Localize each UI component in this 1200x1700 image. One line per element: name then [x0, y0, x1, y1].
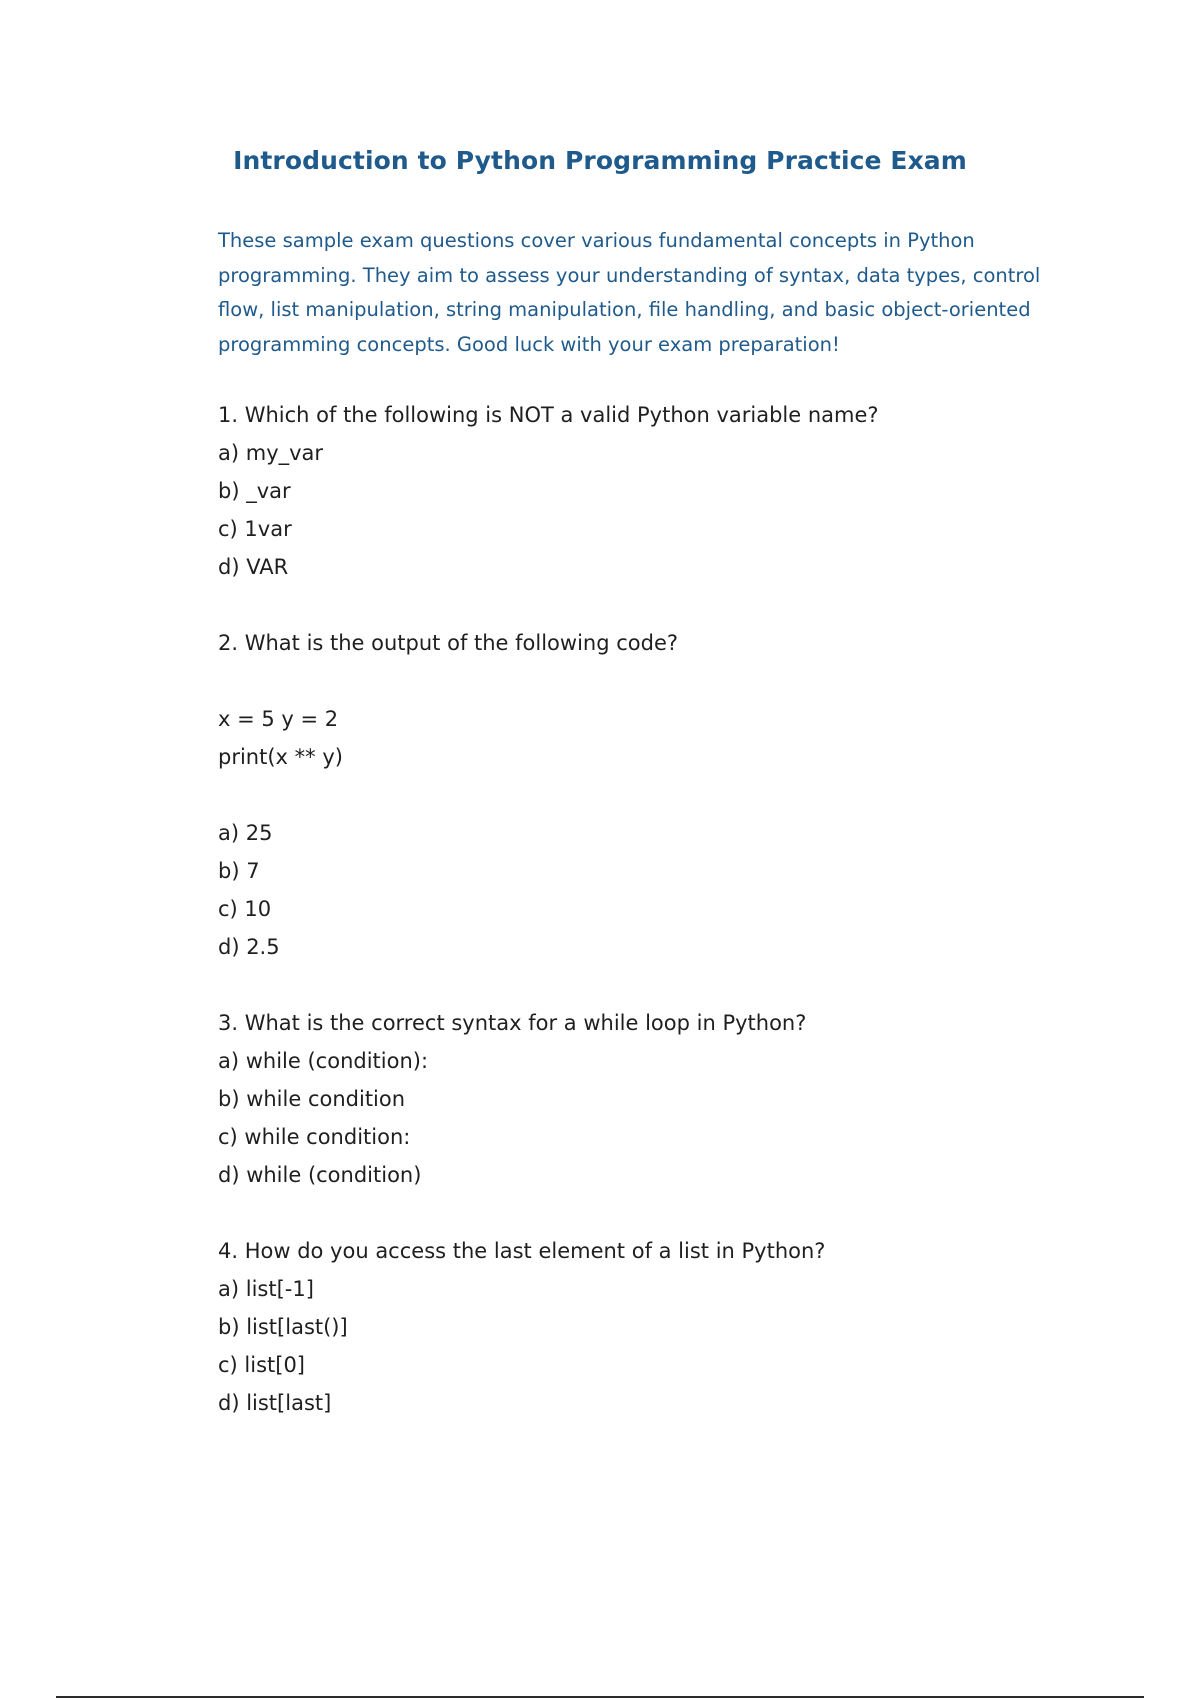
question-text: 2. What is the output of the following code?	[218, 631, 679, 655]
question-text: 1. Which of the following is NOT a valid Python variable name?	[218, 403, 879, 427]
answer-option: c) 1var	[218, 517, 292, 541]
question-2	[218, 624, 1078, 966]
answer-option: a) 25	[218, 821, 273, 845]
answer-option: d) list[last]	[218, 1391, 332, 1415]
questions-list	[218, 396, 1078, 1460]
answer-option: b) list[last()]	[218, 1315, 348, 1339]
answer-option: d) VAR	[218, 555, 289, 579]
answer-option: a) while (condition):	[218, 1049, 429, 1073]
answer-option: c) 10	[218, 897, 272, 921]
answer-option: b) while condition	[218, 1087, 406, 1111]
answer-option: b) _var	[218, 479, 291, 503]
answer-option: a) list[-1]	[218, 1277, 314, 1301]
question-4	[218, 1232, 1078, 1422]
question-3	[218, 1004, 1078, 1194]
code-line: x = 5 y = 2	[218, 707, 339, 731]
answer-option: d) 2.5	[218, 935, 280, 959]
code-line: print(x ** y)	[218, 745, 343, 769]
code-snippet	[218, 700, 1078, 776]
intro-paragraph: These sample exam questions cover various fundamental concepts in Python programming. They aim to assess your understanding of syntax, data types, control flow, list manipulation, string manipulation, file handling, and basic object-oriented programming concepts. Good luck with your exam preparation!	[218, 229, 1041, 356]
question-1	[218, 396, 1078, 586]
answer-option: c) list[0]	[218, 1353, 306, 1377]
page-title: Introduction to Python Programming Practice Exam	[233, 146, 967, 175]
footer-divider	[56, 1696, 1144, 1698]
answer-option: c) while condition:	[218, 1125, 411, 1149]
answer-option: a) my_var	[218, 441, 324, 465]
answer-option: b) 7	[218, 859, 260, 883]
question-text: 4. How do you access the last element of a list in Python?	[218, 1239, 826, 1263]
question-text: 3. What is the correct syntax for a while loop in Python?	[218, 1011, 807, 1035]
answer-option: d) while (condition)	[218, 1163, 422, 1187]
